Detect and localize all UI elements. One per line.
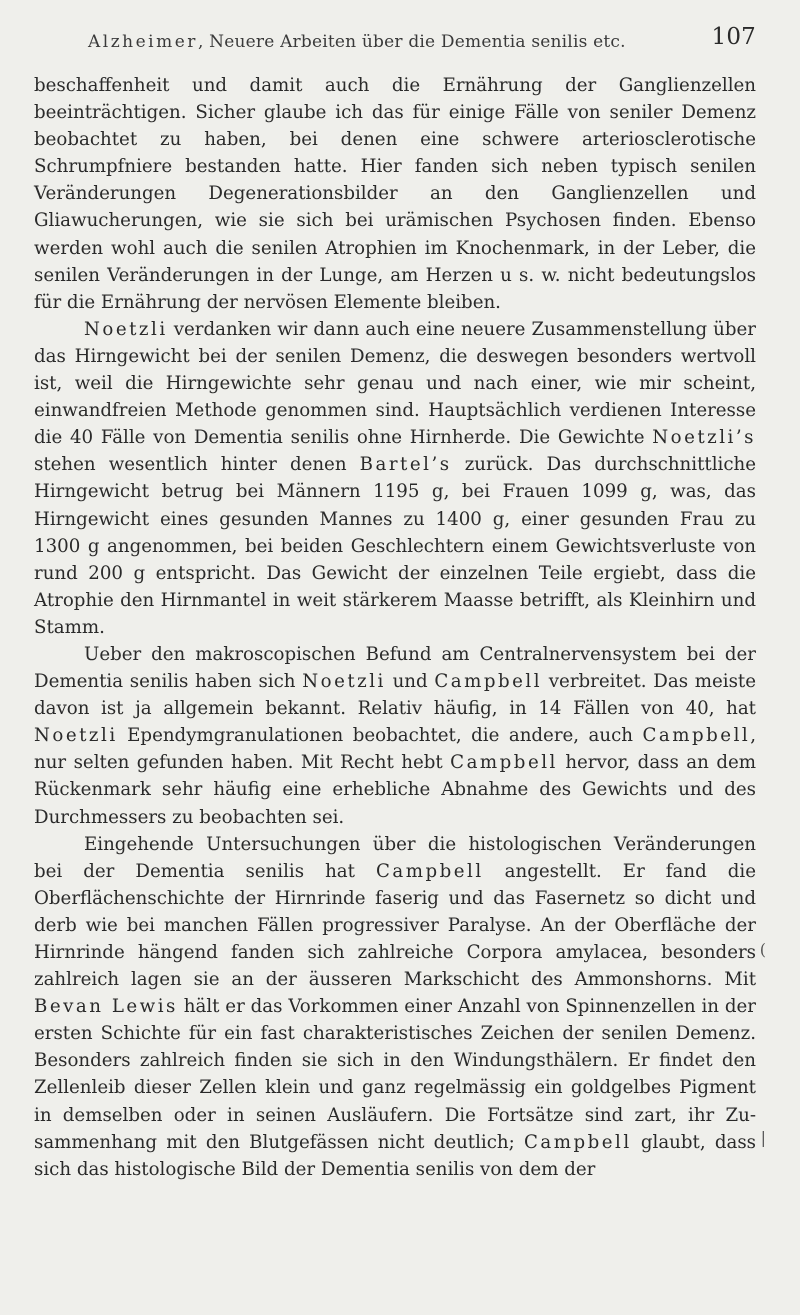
person-name: Noetzli: [302, 671, 386, 693]
person-name: Campbell: [450, 752, 558, 774]
person-name: Campbell: [375, 860, 484, 882]
running-head-title: , Neuere Arbeiten über die Dementia senilis etc.: [197, 32, 626, 52]
person-name: Noetzli: [84, 318, 168, 340]
text-segment: hervor, dass an dem Rückenmark sehr häufig eine erhebliche Abnahme des Gewichts und des Durchmessers zu beobachten sei.: [34, 752, 756, 828]
text-segment: hält er das Vorkommen einer Anzahl von Spinnenzellen in der ersten Schichte für ein fast charakteristisches Zeichen der senilen Demenz. Besonders zahlreich finden sie sich in den Windungsthälern. Er findet den Zellenleib dieser Zellen klein und ganz regelmässig ein goldgelbes Pigment in demselben oder in seinen Ausläufern. Die Fortsätze sind zart, ihr Zusammenhang mit den Blutgefässen nicht deutlich;: [34, 996, 756, 1153]
page-number: 107: [711, 24, 756, 50]
text-segment: angestellt. Er fand die Oberflächenschichte der Hirnrinde faserig und das Fasernetz so dicht und derb wie bei manchen Fällen progressiver Paralyse. An der Oberfläche der Hirnrinde hängend fanden sich zahlreiche Corpora amylacea, besonders zahlreich lagen sie an der äusseren Markschicht des Ammonshorns. Mit: [34, 860, 756, 991]
text-segment: stehen wesentlich hinter denen: [34, 454, 360, 476]
text-segment: zurück. Das durchschnittliche Hirngewicht betrug bei Männern 1195 g, bei Frauen 1099 g, was, das Hirngewicht eines gesunden Mannes zu 1400 g, einer gesunden Frau zu 1300 g angenommen, bei beiden Geschlechtern einem Gewichtsverluste von rund 200 g entspricht. Das Gewicht der einzelnen Teile ergiebt, dass die Atrophie den Hirnmantel in weit stärkerem Maasse betrifft, als Kleinhirn und Stamm.: [34, 454, 757, 638]
margin-mark: |: [760, 1128, 766, 1147]
running-title: [88, 32, 626, 52]
paragraph: [34, 831, 756, 1183]
running-head-author: Alzheimer: [88, 32, 198, 52]
person-name: Campbell: [642, 725, 751, 747]
person-name: Noetzli: [34, 725, 118, 747]
paragraph: [34, 316, 756, 641]
person-name: Noetzli’s: [652, 427, 756, 449]
person-name: Campbell: [523, 1131, 632, 1153]
paragraph: [34, 72, 756, 316]
margin-mark: (: [759, 940, 766, 959]
paragraph: [34, 641, 756, 831]
running-head: [34, 24, 756, 66]
person-name: Campbell: [434, 671, 543, 693]
person-name: Bartel’s: [359, 454, 452, 476]
text-segment: verbreitet. Das meiste davon ist ja allgemein bekannt. Relativ häufig, in 14 Fällen von 40, hat: [34, 671, 756, 720]
text-segment: , nur selten gefunden haben. Mit Recht hebt: [34, 725, 756, 774]
text-segment: Eingehende Untersuchungen über die histologischen Veränderungen bei der Dementia senilis hat: [34, 833, 756, 882]
text-segment: und: [385, 671, 435, 693]
person-name: Bevan Lewis: [34, 996, 178, 1018]
text-segment: Ependymgranulationen beobachtet, die andere, auch: [117, 725, 643, 747]
text-segment: beschaffenheit und damit auch die Ernährung der Ganglienzellen beeinträchtigen. Sicher glaube ich das für einige Fälle von seniler Demenz beobachtet zu haben, bei denen eine schwere arteriosclerotische Schrumpfniere bestanden hatte. Hier fanden sich neben typisch senilen Veränderungen Degenerationsbilder an den Ganglienzellen und Gliawucherungen, wie sie sich bei urämischen Psychosen finden. Ebenso werden wohl auch die senilen Atrophien im Knochenmark, in der Leber, die senilen Veränderungen in der Lunge, am Herzen u s. w. nicht bedeutungslos für die Ernährung der nervösen Elemente bleiben.: [34, 75, 756, 313]
text-segment: verdanken wir dann auch eine neuere Zusammenstellung über das Hirngewicht bei der senilen Demenz, die deswegen besonders wertvoll ist, weil die Hirngewichte sehr genau und nach einer, wie mir scheint, einwandfreien Methode genommen sind. Hauptsächlich verdienen Interesse die 40 Fälle von Dementia senilis ohne Hirnherde. Die Gewichte: [34, 318, 756, 449]
text-segment: glaubt, dass sich das histologische Bild der Dementia senilis von dem der: [34, 1131, 756, 1180]
body-text: [34, 72, 756, 1183]
text-segment: Ueber den makroscopischen Befund am Centralnervensystem bei der Dementia senilis haben sich: [34, 643, 756, 693]
